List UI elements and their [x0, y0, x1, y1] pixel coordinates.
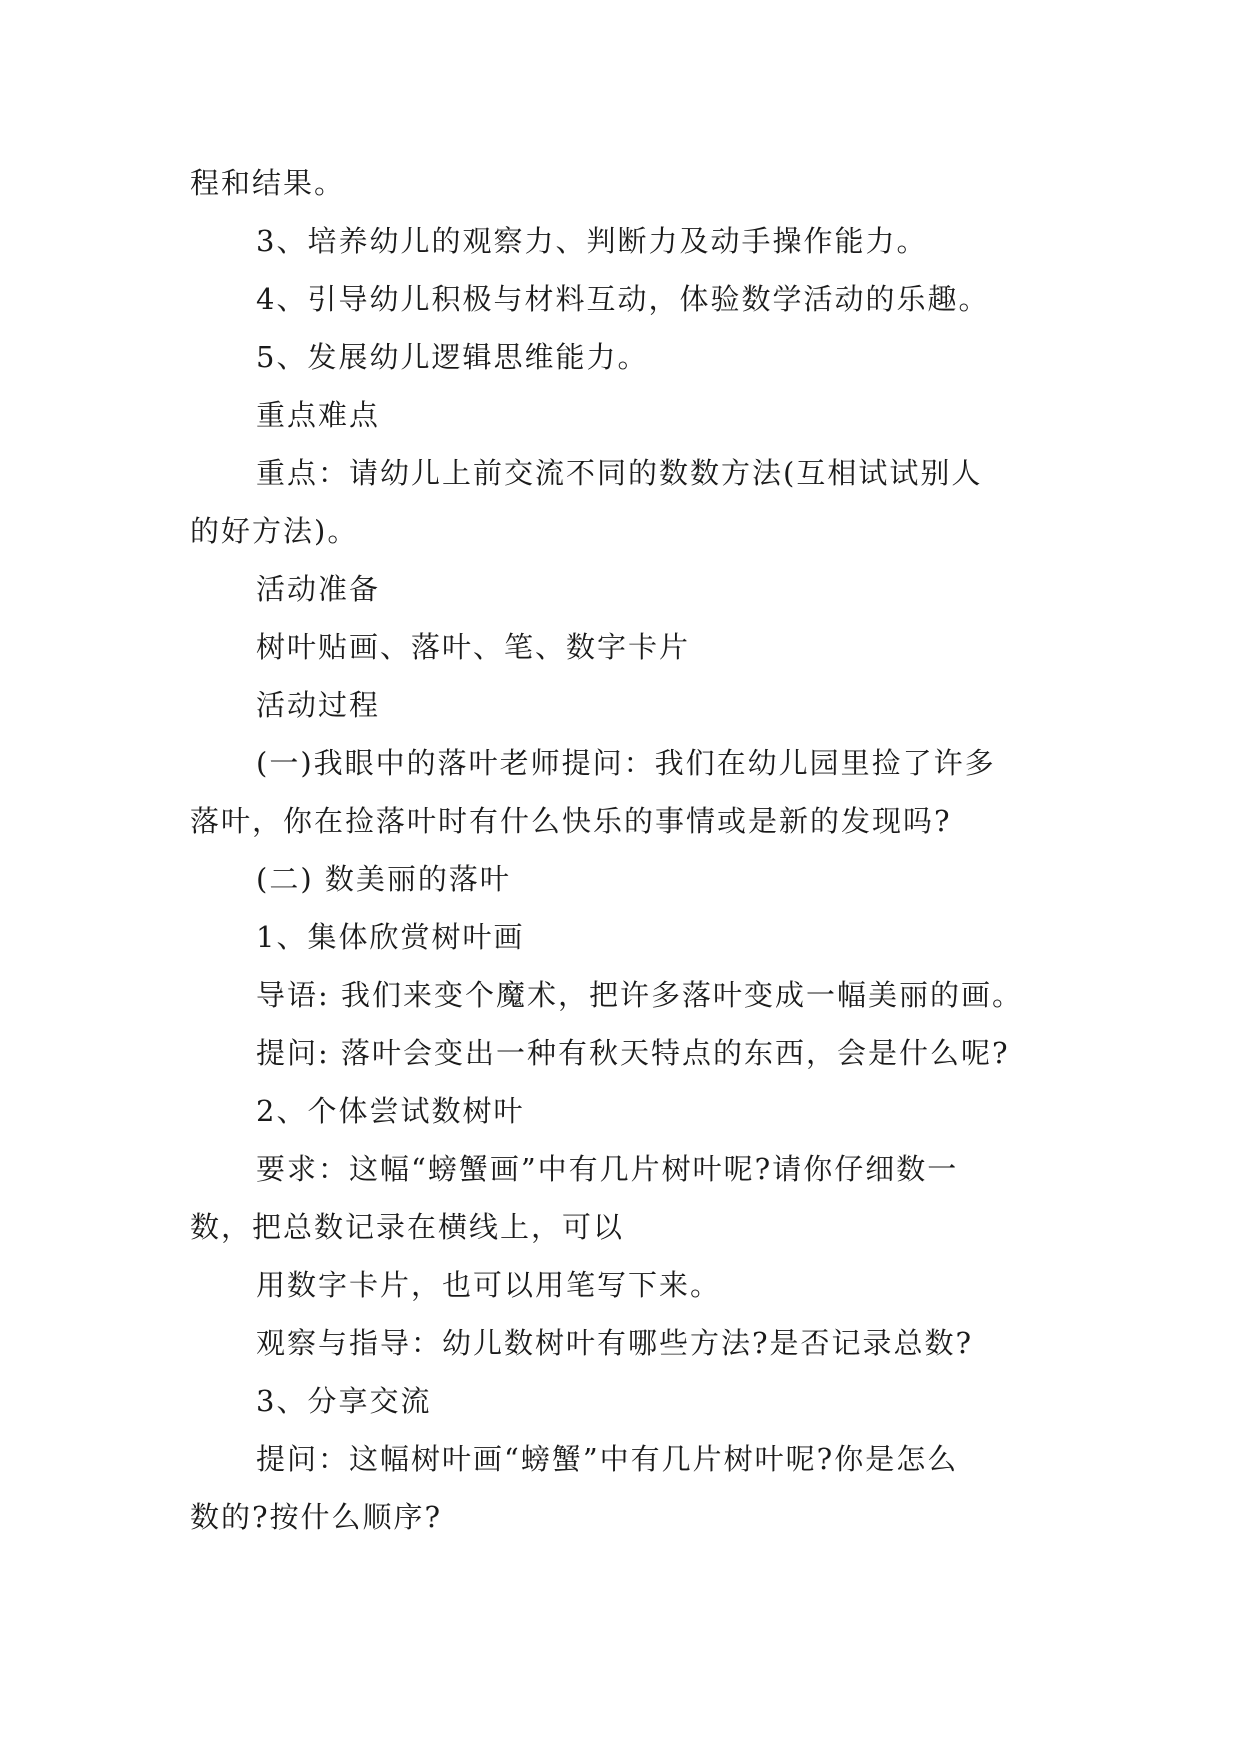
text-line: 3、培养幼儿的观察力、判断力及动手操作能力。 [256, 224, 928, 258]
text-line: 落叶，你在捡落叶时有什么快乐的事情或是新的发现吗? [190, 804, 952, 838]
text-line: 用数字卡片，也可以用笔写下来。 [256, 1268, 722, 1302]
text-line: (二) 数美丽的落叶 [256, 862, 511, 896]
text-line: 导语: 我们来变个魔术，把许多落叶变成一幅美丽的画。 [256, 978, 1023, 1012]
text-line: 2、个体尝试数树叶 [256, 1094, 525, 1128]
text-line: 程和结果。 [190, 166, 346, 200]
text-line: 重点：请幼儿上前交流不同的数数方法(互相试试别人 [256, 456, 983, 490]
text-line: 提问: 落叶会变出一种有秋天特点的东西，会是什么呢? [256, 1036, 1010, 1070]
text-line: 数，把总数记录在横线上，可以 [190, 1210, 625, 1244]
text-line: 观察与指导：幼儿数树叶有哪些方法?是否记录总数? [256, 1326, 974, 1360]
text-line: 要求：这幅“螃蟹画”中有几片树叶呢?请你仔细数一 [256, 1152, 959, 1186]
text-line: 5、发展幼儿逻辑思维能力。 [256, 340, 649, 374]
text-line: 的好方法)。 [190, 514, 359, 548]
text-line: 树叶贴画、落叶、笔、数字卡片 [256, 630, 691, 664]
section-heading: 活动过程 [256, 688, 381, 722]
text-line: 数的?按什么顺序? [190, 1500, 443, 1534]
section-heading: 活动准备 [256, 572, 381, 606]
text-line: 3、分享交流 [256, 1384, 432, 1418]
text-line: 4、引导幼儿积极与材料互动，体验数学活动的乐趣。 [256, 282, 990, 316]
text-line: (一)我眼中的落叶老师提问：我们在幼儿园里捡了许多 [256, 746, 996, 780]
section-heading: 重点难点 [256, 398, 381, 432]
text-line: 提问：这幅树叶画“螃蟹”中有几片树叶呢?你是怎么 [256, 1442, 959, 1476]
text-line: 1、集体欣赏树叶画 [256, 920, 525, 954]
